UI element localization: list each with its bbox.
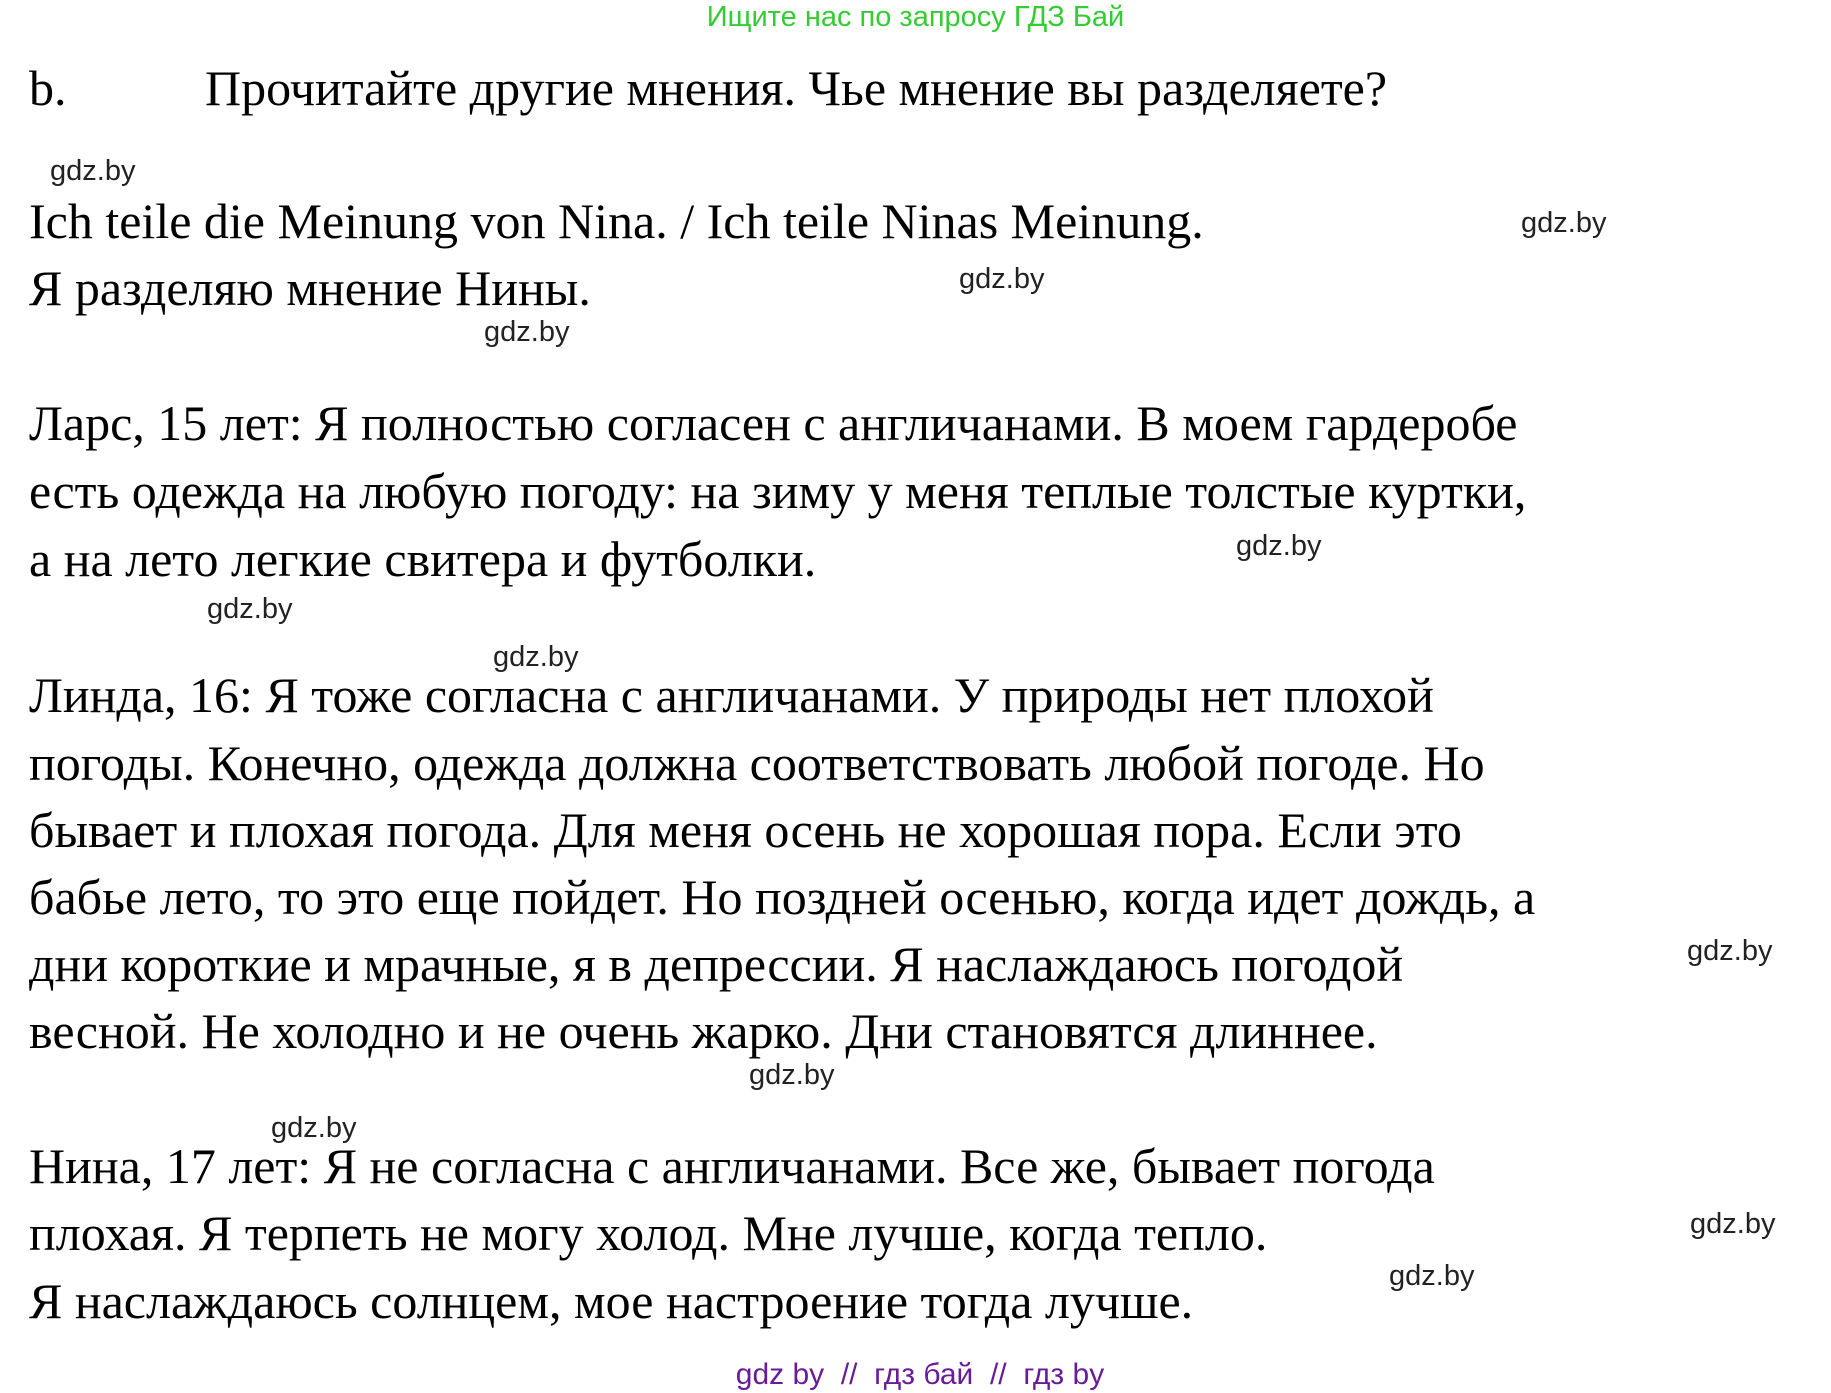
watermark: gdz.by [493, 641, 579, 673]
linda-line: дни короткие и мрачные, я в депрессии. Я наслаждаюсь погодой [29, 936, 1404, 992]
linda-line: Линда, 16: Я тоже согласна с англичанами. У природы нет плохой [29, 667, 1434, 723]
search-banner: Ищите нас по запросу ГДЗ Бай [706, 1, 1125, 33]
watermark: gdz.by [1687, 935, 1773, 967]
linda-line: погоды. Конечно, одежда должна соответствовать любой погоде. Но [29, 735, 1485, 791]
nina-line: Нина, 17 лет: Я не согласна с англичанами. Все же, бывает погода [29, 1138, 1435, 1194]
lars-line: Ларс, 15 лет: Я полностью согласен с англичанами. В моем гардеробе [29, 395, 1518, 451]
task-instruction: Прочитайте другие мнения. Чье мнение вы разделяете? [205, 60, 1388, 116]
watermark: gdz.by [50, 155, 136, 187]
watermark: gdz.by [207, 593, 293, 625]
watermark: gdz.by [484, 316, 570, 348]
lars-line: есть одежда на любую погоду: на зиму у меня теплые толстые куртки, [29, 463, 1527, 519]
answer-russian: Я разделяю мнение Нины. [29, 260, 591, 316]
watermark: gdz.by [959, 263, 1045, 295]
linda-line: бывает и плохая погода. Для меня осень не хорошая пора. Если это [29, 802, 1462, 858]
lars-line: а на лето легкие свитера и футболки. [29, 531, 817, 587]
watermark: gdz.by [1690, 1208, 1776, 1240]
footer-links: gdz by // гдз бай // гдз by [735, 1358, 1105, 1391]
nina-line: Я наслаждаюсь солнцем, мое настроение тогда лучше. [29, 1273, 1194, 1329]
watermark: gdz.by [1389, 1260, 1475, 1292]
linda-line: бабье лето, то это еще пойдет. Но поздней осенью, когда идет дождь, а [29, 869, 1536, 925]
answer-german: Ich teile die Meinung von Nina. / Ich teile Ninas Meinung. [29, 193, 1204, 249]
nina-line: плохая. Я терпеть не могу холод. Мне лучше, когда тепло. [29, 1205, 1268, 1261]
watermark: gdz.by [1236, 530, 1322, 562]
task-letter: b. [29, 60, 67, 116]
watermark: gdz.by [271, 1112, 357, 1144]
linda-line: весной. Не холодно и не очень жарко. Дни становятся длиннее. [29, 1003, 1378, 1059]
watermark: gdz.by [749, 1059, 835, 1091]
watermark: gdz.by [1521, 207, 1607, 239]
